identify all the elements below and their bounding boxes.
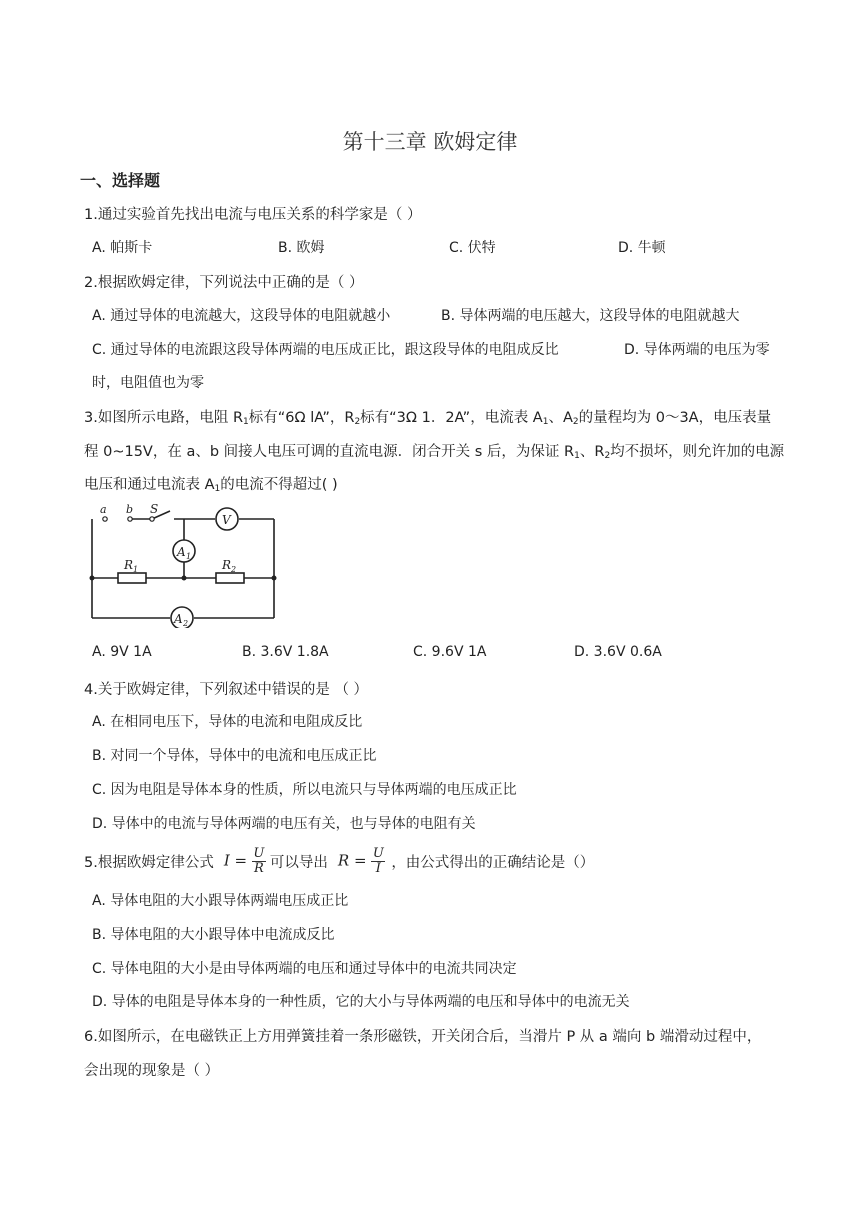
q3-option-d: D. 3.6V 0.6A xyxy=(574,644,662,660)
q2-option-a: A. 通过导体的电流越大，这段导体的电阻就越小 xyxy=(92,308,391,324)
question-6-line-1: 6.如图所示，在电磁铁正上方用弹簧挂着一条形磁铁，开关闭合后，当滑片 P 从 a 端向 b 端滑动过程中， xyxy=(84,1029,762,1045)
q3-option-c: C. 9.6V 1A xyxy=(413,644,487,660)
ammeter-2-subscript: 2 xyxy=(183,619,189,628)
terminal-b-label: b xyxy=(126,504,134,516)
question-6-line-2: 会出现的现象是（ ） xyxy=(84,1063,220,1079)
q1-option-c: C. 伏特 xyxy=(449,240,496,256)
ammeter-1-label: A xyxy=(177,545,186,559)
resistor-2-subscript: 2 xyxy=(231,565,237,574)
resistor-1-subscript: 1 xyxy=(133,565,139,574)
q4-option-b: B. 对同一个导体，导体中的电流和电压成正比 xyxy=(92,748,377,764)
resistor-2-label: R xyxy=(222,558,232,572)
question-5-stem: 5.根据欧姆定律公式 I = $\frac{U}{R}$ 可以导出 R = $\frac{U}{I}$ ，由公式得出的正确结论是（） xyxy=(84,845,595,876)
q2-option-d-cont: 时，电阻值也为零 xyxy=(92,375,204,391)
q2-option-d: D. 导体两端的电压为零 xyxy=(624,342,770,358)
q2-option-b: B. 导体两端的电压越大，这段导体的电阻就越大 xyxy=(441,308,740,324)
q1-option-d: D. 牛顿 xyxy=(618,240,666,256)
page-title: 第十三章 欧姆定律 xyxy=(342,130,518,154)
ammeter-1-subscript: 1 xyxy=(186,552,192,561)
resistor-1-label: R xyxy=(124,558,134,572)
terminal-a-label: a xyxy=(100,504,107,516)
resistance-formula: R = $\frac{U}{I}$ xyxy=(337,845,384,876)
q1-option-b: B. 欧姆 xyxy=(278,240,325,256)
q3-option-a: A. 9V 1A xyxy=(92,644,152,660)
q4-option-d: D. 导体中的电流与导体两端的电压有关，也与导体的电阻有关 xyxy=(92,816,476,832)
switch-label: S xyxy=(150,504,159,516)
question-3-line-1: 3.如图所示电路，电阻 $R_1$标有“6Ω lA”，$R_2$标有“3Ω 1．2A”，电流表 $A_1$、$A_2$的量程均为 0～3A，电压表量 xyxy=(84,410,772,427)
question-1-stem: 1.通过实验首先找出电流与电压关系的科学家是（ ） xyxy=(84,207,422,223)
ammeter-2-label: A xyxy=(174,612,183,626)
question-3-line-2: 程 0~15V，在 a、b 间接人电压可调的直流电源．闭合开关 s 后，为保证 $R_1$、$R_2$均不损坏，则允许加的电源 xyxy=(84,444,785,461)
q5-option-a: A. 导体电阻的大小跟导体两端电压成正比 xyxy=(92,893,349,909)
q5-option-c: C. 导体电阻的大小是由导体两端的电压和通过导体中的电流共同决定 xyxy=(92,961,517,977)
voltmeter-label: V xyxy=(222,513,231,527)
q2-option-c: C. 通过导体的电流跟这段导体两端的电压成正比，跟这段导体的电阻成反比 xyxy=(92,342,559,358)
q5-option-b: B. 导体电阻的大小跟导体中电流成反比 xyxy=(92,927,335,943)
q4-option-a: A. 在相同电压下，导体的电流和电阻成反比 xyxy=(92,714,363,730)
section-heading: 一、选择题 xyxy=(80,171,161,190)
q5-option-d: D. 导体的电阻是导体本身的一种性质，它的大小与导体两端的电压和导体中的电流无关 xyxy=(92,994,630,1010)
ohms-law-formula: I = $\frac{U}{R}$ xyxy=(223,845,265,876)
question-3-line-3: 电压和通过电流表 $A_1$的电流不得超过( ) xyxy=(84,477,338,494)
q1-option-a: A. 帕斯卡 xyxy=(92,240,153,256)
circuit-diagram xyxy=(88,504,278,628)
question-4-stem: 4.关于欧姆定律，下列叙述中错误的是 （ ） xyxy=(84,682,369,698)
question-2-stem: 2.根据欧姆定律，下列说法中正确的是（ ） xyxy=(84,275,364,291)
q4-option-c: C. 因为电阻是导体本身的性质，所以电流只与导体两端的电压成正比 xyxy=(92,782,517,798)
q3-option-b: B. 3.6V 1.8A xyxy=(242,644,329,660)
